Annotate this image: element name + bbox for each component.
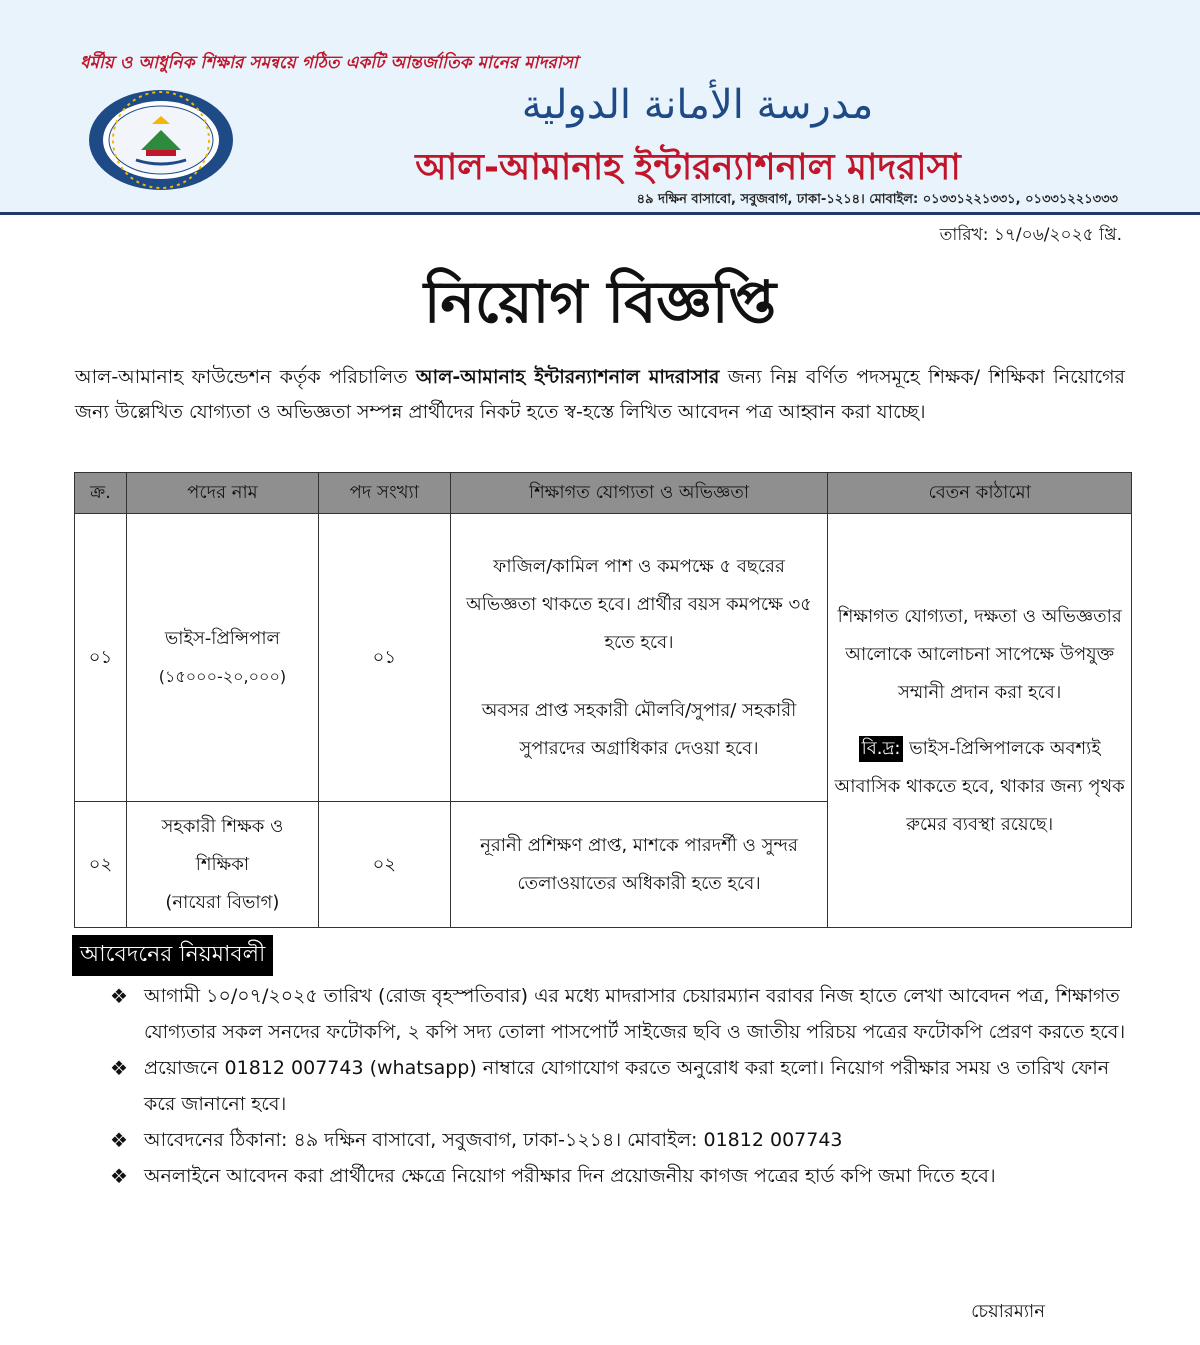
diamond-bullet-icon: ❖ [110, 1056, 128, 1080]
note-label: বি.দ্র: [859, 736, 904, 762]
list-item [110, 1122, 1130, 1158]
diamond-bullet-icon: ❖ [110, 984, 128, 1008]
diamond-bullet-icon: ❖ [110, 1164, 128, 1188]
qualification-1: ফাজিল/কামিল পাশ ও কমপক্ষে ৫ বছরের অভিজ্ঞতা থাকতে হবে। প্রার্থীর বয়স কমপক্ষে ৩৫ হতে হবে। [466, 555, 812, 653]
post-department: (নাযেরা বিভাগ) [165, 891, 280, 913]
post-title: সহকারী শিক্ষক ও শিক্ষিকা [161, 815, 284, 875]
madrasa-name: আল-আমানাহ ইন্টারন্যাশনাল মাদরাসা [415, 147, 961, 188]
intro-text-1: আল-আমানাহ ফাউন্ডেশন কর্তৃক পরিচালিত [75, 366, 417, 388]
letterhead [0, 0, 1200, 215]
post-salary-range: (১৫০০০-২০,০০০) [158, 666, 287, 686]
salary-text: শিক্ষাগত যোগ্যতা, দক্ষতা ও অভিজ্ঞতার আলোকে আলোচনা সাপেক্ষে উপযুক্ত সম্মানী প্রদান করা হবে। [837, 605, 1122, 703]
table-header-row [75, 473, 1132, 514]
rule-text: অনলাইনে আবেদন করা প্রার্থীদের ক্ষেত্রে নিয়োগ পরীক্ষার দিন প্রয়োজনীয় কাগজ পত্রের হার্ড কপি জমা দিতে হবে। [144, 1165, 996, 1187]
qualification-2: অবসর প্রাপ্ত সহকারী মৌলবি/সুপার/ সহকারী সুপারদের অগ্রাধিকার দেওয়া হবে। [481, 699, 797, 759]
row-post [126, 802, 318, 928]
intro-paragraph [75, 360, 1125, 430]
rule-text: আবেদনের ঠিকানা: ৪৯ দক্ষিন বাসাবো, সবুজবাগ, ঢাকা-১২১৪। মোবাইল: 01812 007743 [144, 1129, 843, 1151]
col-serial-header: ক্র. [75, 473, 127, 514]
address-line: ৪৯ দক্ষিন বাসাবো, সবুজবাগ, ঢাকা-১২১৪। মোবাইল: ০১৩৩১২২১৩৩১, ০১৩৩১২২১৩৩৩ [636, 192, 1118, 207]
col-qualification-header: শিক্ষাগত যোগ্যতা ও অভিজ্ঞতা [450, 473, 828, 514]
notice-title: নিয়োগ বিজ্ঞপ্তি [423, 268, 777, 336]
vacancy-table [74, 472, 1132, 928]
salary-note [834, 730, 1125, 844]
list-item [110, 1050, 1130, 1122]
col-post-header: পদের নাম [126, 473, 318, 514]
row-count: ০২ [318, 802, 450, 928]
notice-date: তারিখ: ১৭/০৬/২০২৫ খ্রি. [939, 225, 1122, 245]
row-serial: ০১ [75, 514, 127, 802]
row-serial: ০২ [75, 802, 127, 928]
row-count: ০১ [318, 514, 450, 802]
col-count-header: পদ সংখ্যা [318, 473, 450, 514]
rule-text: আগামী ১০/০৭/২০২৫ তারিখ (রোজ বৃহস্পতিবার) এর মধ্যে মাদরাসার চেয়ারম্যান বরাবর নিজ হাতে লেখা আবেদন পত্র, শিক্ষাগত যোগ্যতার সকল সনদের ফটোকপি, ২ কপি সদ্য তোলা পাসপোর্ট সাইজের ছবি ও জাতীয় পরিচয় পত্রের ফটোকপি প্রেরণ করতে হবে। [144, 985, 1126, 1043]
arabic-name: مدرسة الأمانة الدولية [521, 82, 874, 128]
note-text: ভাইস-প্রিন্সিপালকে অবশ্যই আবাসিক থাকতে হবে, থাকার জন্য পৃথক রুমের ব্যবস্থা রয়েছে। [834, 737, 1125, 835]
row-qualification: নূরানী প্রশিক্ষণ প্রাপ্ত, মাশকে পারদর্শী ও সুন্দর তেলাওয়াতের অধিকারী হতে হবে। [450, 802, 828, 928]
rules-list [110, 978, 1130, 1194]
salary-cell [828, 514, 1132, 928]
tagline: ধর্মীয় ও আধুনিক শিক্ষার সমন্বয়ে গঠিত একটি আন্তর্জাতিক মানের মাদরাসা [80, 53, 578, 73]
rule-text: প্রয়োজনে 01812 007743 (whatsapp) নাম্বারে যোগাযোগ করতে অনুরোধ করা হলো। নিয়োগ পরীক্ষার সময় ও তারিখ ফোন করে জানানো হবে। [144, 1057, 1110, 1115]
list-item [110, 1158, 1130, 1194]
table-row [75, 514, 1132, 802]
signature: চেয়ারম্যান [971, 1301, 1045, 1322]
row-post [126, 514, 318, 802]
row-qualification [450, 514, 828, 802]
rules-heading: আবেদনের নিয়মাবলী [72, 935, 273, 976]
intro-text-2: জন্য নিম্ন বর্ণিত পদসমূহে শিক্ষক/ শিক্ষিকা নিয়োগের জন্য উল্লেখিত যোগ্যতা ও অভিজ্ঞতা সম্পন্ন প্রার্থীদের নিকট হতে স্ব-হস্তে লিখিত আবেদন পত্র আহ্বান করা যাচ্ছে। [75, 366, 1125, 423]
madrasa-seal-logo-icon [86, 88, 236, 192]
intro-bold: আল-আমানাহ ইন্টারন্যাশনাল মাদরাসার [416, 366, 720, 388]
list-item [110, 978, 1130, 1050]
diamond-bullet-icon: ❖ [110, 1128, 128, 1152]
col-salary-header: বেতন কাঠামো [828, 473, 1132, 514]
post-title: ভাইস-প্রিন্সিপাল [164, 627, 280, 649]
